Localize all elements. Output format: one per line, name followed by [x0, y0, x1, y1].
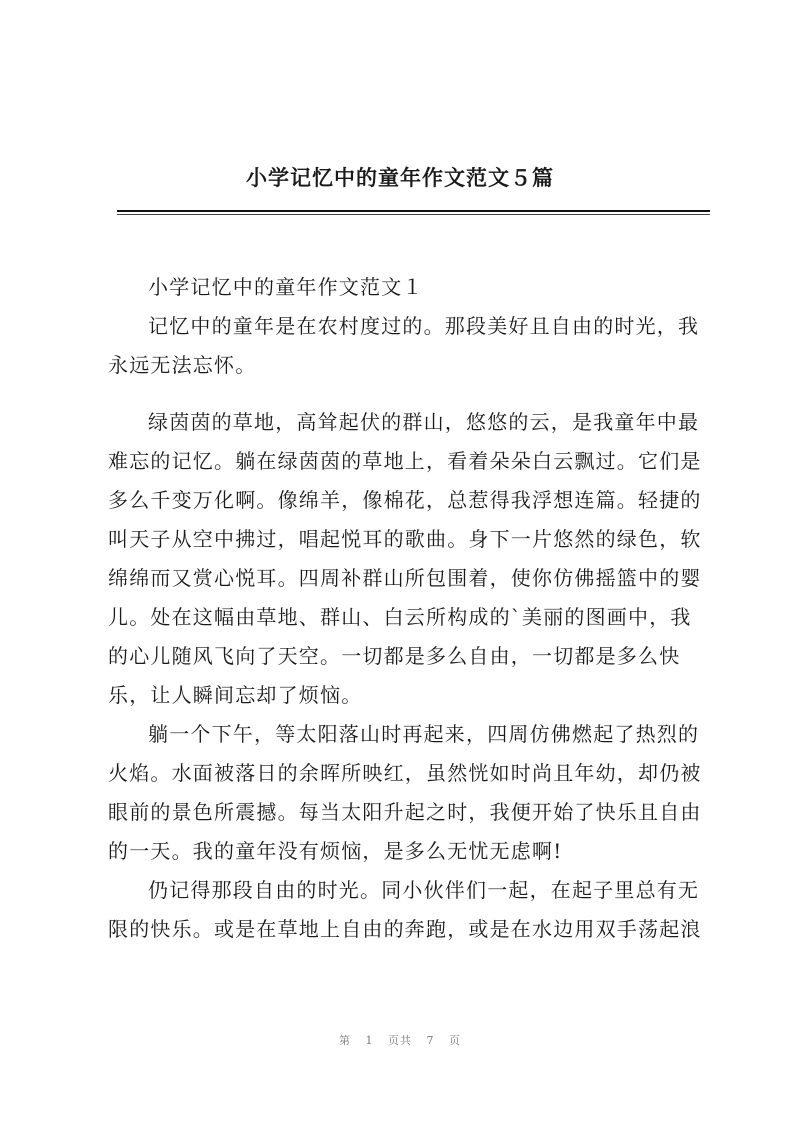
text-line: 躺一个下午，等太阳落山时再起来，四周仿佛燃起了热烈的: [148, 722, 700, 746]
text-line: 记忆中的童年是在农村度过的。那段美好且自由的时光，我: [148, 314, 700, 338]
text-line: 叫天子从空中拂过，唱起悦耳的歌曲。身下一片悠然的绿色，软: [108, 527, 702, 551]
paragraph: [108, 307, 708, 385]
text-line: 仍记得那段自由的时光。同小伙伴们一起，在起子里总有无: [148, 878, 700, 902]
title-rule-thin: [117, 214, 710, 215]
text-line: 限的快乐。或是在草地上自由的奔跑，或是在水边用双手荡起浪: [108, 917, 702, 941]
text-line: 儿。处在这幅由草地、群山、白云所构成的`美丽的图画中，我: [108, 605, 692, 629]
paragraph: [108, 403, 708, 715]
text-line: 眼前的景色所震撼。每当太阳升起之时，我便开始了快乐且自由: [108, 800, 702, 824]
text-line: 难忘的记忆。躺在绿茵茵的草地上，看着朵朵白云飘过。它们是: [108, 449, 702, 473]
paragraph: [108, 871, 708, 949]
text-line: 的心儿随风飞向了天空。一切都是多么自由，一切都是多么快: [108, 644, 681, 668]
document-body: [108, 268, 708, 949]
text-line: 绵绵而又赏心悦耳。四周补群山所包围着，使你仿佛摇篮中的婴: [108, 566, 702, 590]
text-line: 火焰。水面被落日的余晖所映红，虽然恍如时尚且年幼，却仍被: [108, 761, 702, 785]
text-line: 永远无法忘怀。: [108, 353, 257, 377]
title-rule-thick: [117, 210, 710, 212]
text-line: 绿茵茵的草地，高耸起伏的群山，悠悠的云，是我童年中最: [148, 410, 700, 434]
page-footer: 第 1 页共 7 页: [339, 1034, 461, 1047]
text-line: 的一天。我的童年没有烦恼，是多么无忧无虑啊!: [108, 839, 563, 863]
text-line: 乐，让人瞬间忘却了烦恼。: [108, 683, 363, 707]
paragraph: [108, 715, 708, 871]
text-line: 多么千变万化啊。像绵羊，像棉花，总惹得我浮想连篇。轻捷的: [108, 488, 702, 512]
section-heading: 小学记忆中的童年作文范文１: [148, 275, 424, 299]
document-title: 小学记忆中的童年作文范文５篇: [246, 166, 554, 190]
